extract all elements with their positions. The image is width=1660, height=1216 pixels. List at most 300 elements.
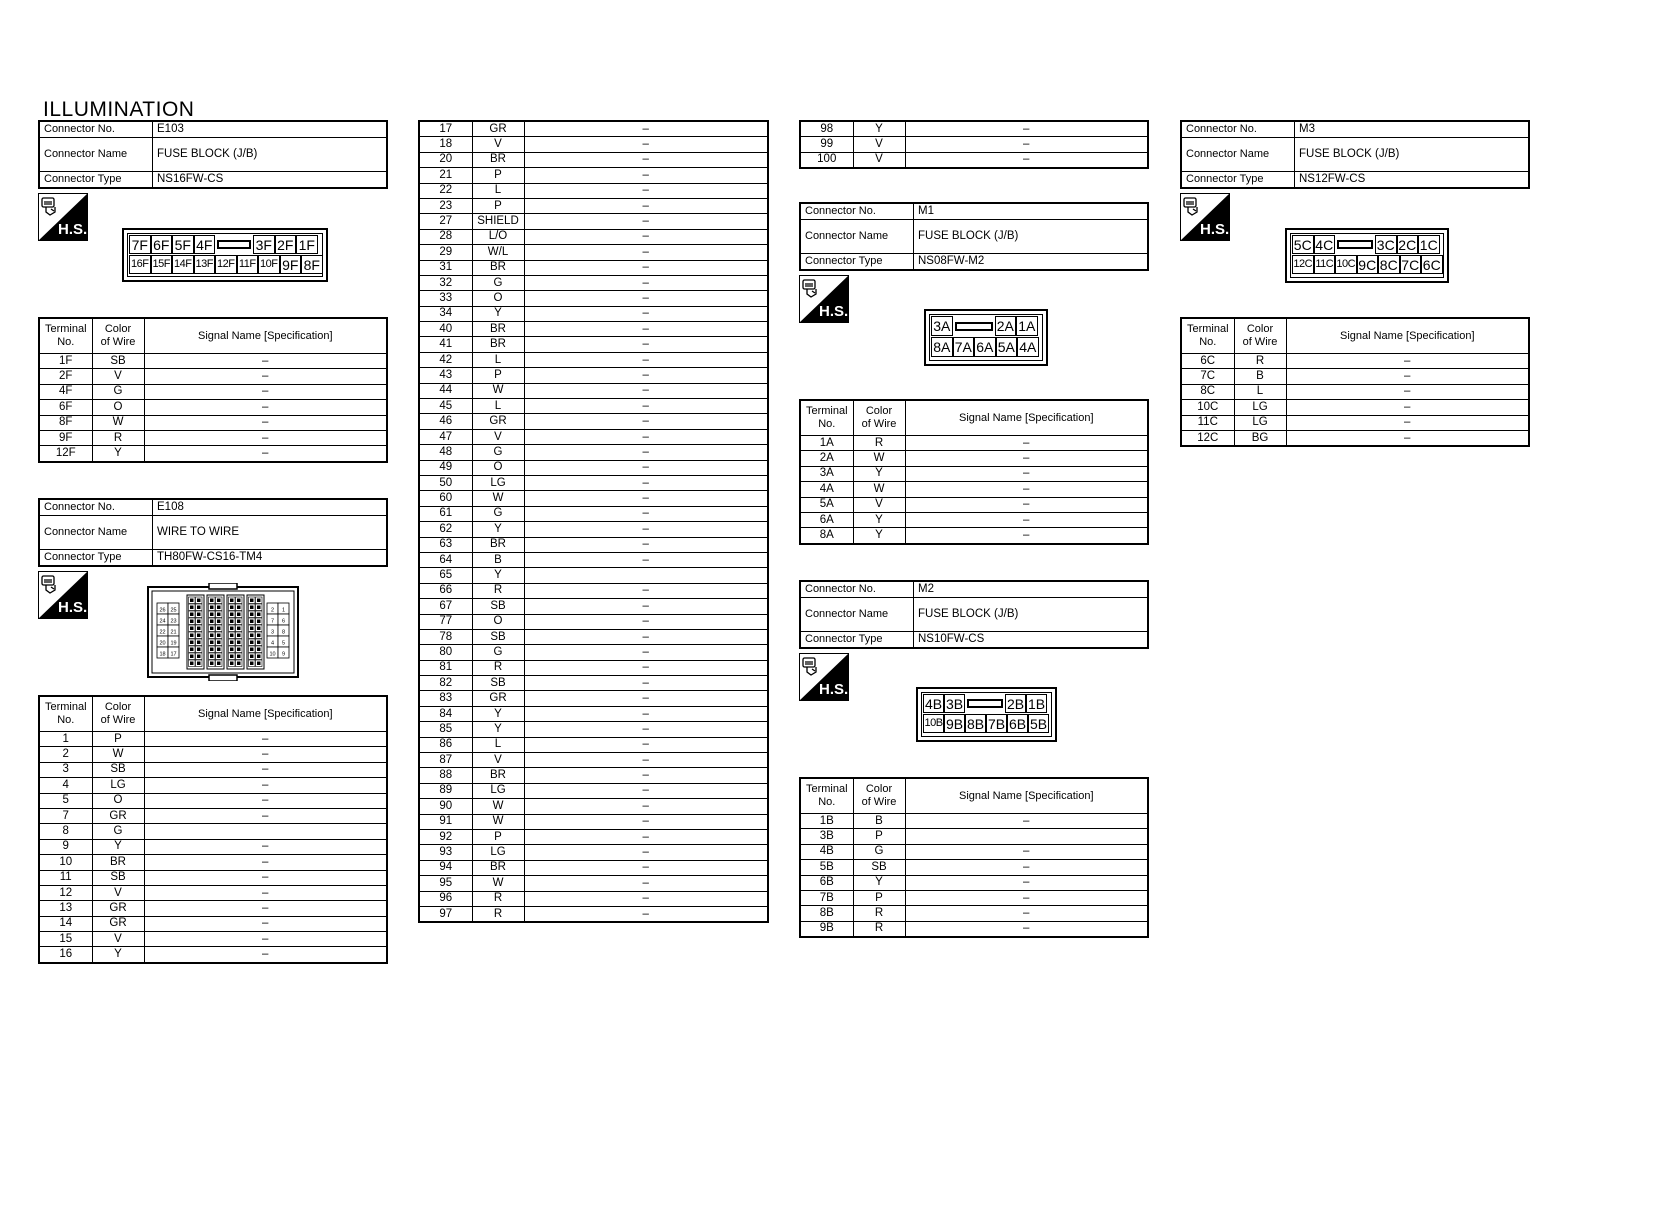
terminal-no-cell: 2: [39, 747, 92, 762]
terminal-no-cell: 33: [419, 291, 472, 306]
signal-name-cell: –: [524, 722, 768, 737]
table-row: [39, 415, 387, 430]
connector-e108-header: [38, 498, 388, 567]
terminal-pin: 12F: [215, 255, 237, 274]
wire-color-cell: P: [853, 829, 905, 844]
signal-name-cell: –: [524, 629, 768, 644]
wire-color-cell: W: [853, 451, 905, 466]
wire-color-cell: G: [472, 506, 524, 521]
terminal-pin-label: 7: [270, 618, 275, 625]
wire-color-cell: V: [472, 137, 524, 152]
wire-color-cell: L: [472, 399, 524, 414]
label-connector-no: Connector No.: [800, 203, 914, 220]
terminal-pin: 3B: [945, 695, 964, 712]
terminal-pin: 6F: [151, 235, 173, 254]
wire-color-cell: V: [853, 152, 905, 168]
wire-color-cell: BR: [92, 855, 144, 870]
signal-name-cell: –: [524, 491, 768, 506]
table-row: [419, 860, 768, 875]
label-connector-no: Connector No.: [39, 499, 153, 516]
wire-color-cell: P: [472, 368, 524, 383]
terminal-no-cell: 96: [419, 891, 472, 906]
signal-name-header: Signal Name [Specification]: [905, 778, 1148, 814]
table-row: [419, 783, 768, 798]
wire-color-cell: LG: [472, 845, 524, 860]
wire-color-cell: V: [853, 497, 905, 512]
terminal-pin: 10F: [258, 255, 280, 274]
terminal-no-cell: 9B: [800, 921, 853, 937]
terminal-pin-label: 8: [281, 629, 286, 636]
terminal-pin: 16F: [129, 255, 151, 274]
terminal-no-cell: 85: [419, 722, 472, 737]
terminal-no-cell: 12F: [39, 446, 92, 462]
table-row: [419, 460, 768, 475]
terminal-no-cell: 43: [419, 368, 472, 383]
wire-color-cell: Y: [472, 722, 524, 737]
table-row: [419, 906, 768, 922]
signal-name-cell: –: [524, 152, 768, 167]
connector-m2-header: [799, 580, 1149, 649]
signal-name-cell: –: [524, 306, 768, 321]
signal-name-cell: –: [144, 793, 387, 808]
terminal-no-cell: 93: [419, 845, 472, 860]
table-row: [39, 747, 387, 762]
wire-color-cell: R: [472, 583, 524, 598]
wire-color-cell: V: [472, 753, 524, 768]
table-row: [800, 814, 1148, 829]
wire-color-cell: GR: [472, 691, 524, 706]
table-row: [39, 384, 387, 399]
wire-color-cell: R: [92, 430, 144, 445]
table-row: [419, 322, 768, 337]
signal-name-cell: –: [524, 860, 768, 875]
terminal-pin: 2B: [1006, 695, 1025, 712]
signal-name-cell: –: [524, 552, 768, 567]
wire-color-cell: Y: [92, 446, 144, 462]
terminal-no-cell: 8F: [39, 415, 92, 430]
terminal-no-cell: 97: [419, 906, 472, 922]
wire-color-cell: W: [92, 415, 144, 430]
terminal-no-cell: 45: [419, 399, 472, 414]
wire-color-cell: G: [853, 844, 905, 859]
table-row: [419, 445, 768, 460]
table-row: [39, 870, 387, 885]
wire-color-cell: SB: [472, 676, 524, 691]
connector-face-m1: [924, 309, 1048, 366]
terminal-pin-label: 6: [281, 618, 286, 625]
signal-name-cell: –: [524, 783, 768, 798]
connector-type-value: NS12FW-CS: [1295, 172, 1530, 189]
wire-color-cell: G: [472, 445, 524, 460]
label-connector-type: Connector Type: [800, 632, 914, 649]
terminal-no-cell: 6C: [1181, 354, 1234, 369]
connector-name-value: FUSE BLOCK (J/B): [914, 598, 1149, 632]
terminal-no-cell: 8B: [800, 906, 853, 921]
wire-color-cell: L: [472, 737, 524, 752]
wire-color-cell: R: [853, 906, 905, 921]
table-row: [39, 885, 387, 900]
signal-name-cell: –: [144, 901, 387, 916]
wire-color-cell: G: [92, 384, 144, 399]
signal-name-cell: –: [1286, 369, 1529, 384]
terminal-pin-label: 3: [270, 629, 275, 636]
wire-color-cell: Y: [853, 528, 905, 544]
table-row: [39, 855, 387, 870]
terminal-no-cell: 94: [419, 860, 472, 875]
terminal-no-cell: 80: [419, 645, 472, 660]
label-connector-name: Connector Name: [1181, 138, 1295, 172]
terminal-no-cell: 98: [800, 121, 853, 137]
signal-name-cell: –: [524, 121, 768, 137]
label-connector-no: Connector No.: [800, 581, 914, 598]
table-row: [39, 824, 387, 839]
signal-name-cell: –: [144, 400, 387, 415]
connector-name-value: FUSE BLOCK (J/B): [153, 138, 388, 172]
terminal-pin-label: 2: [270, 607, 275, 614]
terminal-pin-label: 4: [270, 640, 275, 647]
signal-name-cell: –: [905, 844, 1148, 859]
table-row: [419, 583, 768, 598]
signal-name-cell: –: [144, 354, 387, 369]
terminal-no-cell: 12: [39, 885, 92, 900]
table-row: [419, 399, 768, 414]
terminal-no-cell: 8C: [1181, 384, 1234, 399]
color-of-wire-header: Color of Wire: [853, 778, 905, 814]
terminal-no-cell: 92: [419, 829, 472, 844]
terminal-no-cell: 47: [419, 429, 472, 444]
wire-color-cell: R: [853, 436, 905, 451]
table-row: [800, 436, 1148, 451]
signal-name-cell: –: [524, 214, 768, 229]
terminal-pin-label: 22: [159, 629, 166, 636]
wire-color-cell: G: [472, 275, 524, 290]
table-row: [419, 737, 768, 752]
terminal-pin: 14F: [172, 255, 194, 274]
signal-name-cell: –: [144, 446, 387, 462]
signal-name-cell: –: [524, 260, 768, 275]
terminal-no-cell: 1F: [39, 354, 92, 369]
wire-color-cell: O: [92, 793, 144, 808]
connector-no-value: M3: [1295, 121, 1530, 138]
connector-type-value: TH80FW-CS16-TM4: [153, 550, 388, 567]
signal-name-cell: –: [905, 512, 1148, 527]
signal-name-cell: –: [524, 706, 768, 721]
signal-name-cell: –: [905, 152, 1148, 168]
wire-color-cell: V: [92, 369, 144, 384]
terminal-table-m3: [1180, 317, 1530, 447]
terminal-no-cell: 63: [419, 537, 472, 552]
wire-color-cell: GR: [92, 916, 144, 931]
terminal-no-cell: 13: [39, 901, 92, 916]
table-row: [419, 491, 768, 506]
terminal-no-cell: 12C: [1181, 430, 1234, 446]
wire-color-cell: LG: [1234, 400, 1286, 415]
table-row: [39, 400, 387, 415]
signal-name-cell: [144, 824, 387, 839]
wire-color-cell: W: [472, 383, 524, 398]
terminal-pin: 4C: [1315, 236, 1334, 253]
terminal-pin: 5F: [172, 235, 194, 254]
signal-name-cell: –: [524, 429, 768, 444]
signal-name-cell: –: [524, 845, 768, 860]
table-row: [419, 198, 768, 213]
wire-color-cell: SB: [92, 762, 144, 777]
terminal-no-cell: 29: [419, 245, 472, 260]
table-row: [800, 137, 1148, 152]
signal-name-cell: –: [144, 384, 387, 399]
terminal-pin: 4F: [194, 235, 216, 254]
terminal-pin-label: 9: [281, 651, 286, 658]
signal-name-cell: –: [524, 245, 768, 260]
wire-color-cell: SB: [853, 860, 905, 875]
table-row: [39, 947, 387, 963]
connector-lock: [1337, 240, 1373, 249]
signal-name-cell: –: [524, 676, 768, 691]
terminal-no-cell: 34: [419, 306, 472, 321]
signal-name-cell: –: [524, 183, 768, 198]
signal-name-cell: –: [524, 691, 768, 706]
table-row: [419, 768, 768, 783]
terminal-no-cell: 61: [419, 506, 472, 521]
wire-color-cell: Y: [472, 522, 524, 537]
terminal-no-cell: 49: [419, 460, 472, 475]
wire-color-cell: L: [1234, 384, 1286, 399]
table-row: [800, 152, 1148, 168]
signal-name-cell: –: [524, 768, 768, 783]
terminal-pin-label: 5: [281, 640, 286, 647]
terminal-no-cell: 6B: [800, 875, 853, 890]
wire-color-cell: O: [472, 291, 524, 306]
signal-name-cell: [905, 829, 1148, 844]
wire-color-cell: L/O: [472, 229, 524, 244]
terminal-no-cell: 82: [419, 676, 472, 691]
terminal-no-cell: 10: [39, 855, 92, 870]
wire-color-cell: P: [472, 829, 524, 844]
terminal-no-cell: 48: [419, 445, 472, 460]
table-row: [800, 860, 1148, 875]
connector-lock: [967, 699, 1003, 708]
table-row: [419, 137, 768, 152]
terminal-no-cell: 5B: [800, 860, 853, 875]
table-row: [1181, 415, 1529, 430]
connector-type-value: NS16FW-CS: [153, 172, 388, 189]
wire-color-cell: R: [472, 660, 524, 675]
signal-name-cell: –: [524, 753, 768, 768]
table-row: [39, 732, 387, 747]
terminal-pin-label: 20: [159, 640, 166, 647]
wire-color-cell: Y: [92, 839, 144, 854]
signal-name-cell: –: [144, 855, 387, 870]
terminal-no-cell: 9: [39, 839, 92, 854]
table-row: [419, 152, 768, 167]
signal-name-cell: –: [524, 645, 768, 660]
wire-color-cell: B: [853, 814, 905, 829]
wire-color-cell: Y: [853, 512, 905, 527]
terminal-no-cell: 40: [419, 322, 472, 337]
signal-name-cell: –: [905, 875, 1148, 890]
signal-name-cell: –: [905, 528, 1148, 544]
terminal-no-cell: 1A: [800, 436, 853, 451]
terminal-no-header: Terminal No.: [800, 400, 853, 436]
table-row: [800, 466, 1148, 481]
connector-name-value: FUSE BLOCK (J/B): [914, 220, 1149, 254]
signal-name-header: Signal Name [Specification]: [144, 696, 387, 732]
terminal-pin: 15F: [151, 255, 173, 274]
terminal-no-cell: 11C: [1181, 415, 1234, 430]
wire-color-cell: Y: [472, 706, 524, 721]
table-row: [800, 890, 1148, 905]
table-row: [419, 475, 768, 490]
signal-name-cell: –: [144, 870, 387, 885]
terminal-no-cell: 66: [419, 583, 472, 598]
table-row: [39, 839, 387, 854]
connector-no-value: M1: [914, 203, 1149, 220]
wire-color-cell: W/L: [472, 245, 524, 260]
terminal-no-cell: 27: [419, 214, 472, 229]
table-row: [419, 383, 768, 398]
signal-name-cell: –: [524, 229, 768, 244]
table-row: [419, 352, 768, 367]
table-row: [419, 829, 768, 844]
terminal-no-cell: 22: [419, 183, 472, 198]
wire-color-cell: SB: [472, 629, 524, 644]
table-row: [1181, 354, 1529, 369]
terminal-no-cell: 1B: [800, 814, 853, 829]
connector-no-value: E103: [153, 121, 388, 138]
terminal-pin: 7A: [953, 337, 975, 357]
connector-face-e103: [122, 228, 328, 282]
terminal-pin-label: 10: [269, 651, 276, 658]
terminal-pin-label: 26: [159, 607, 166, 614]
terminal-no-cell: 7B: [800, 890, 853, 905]
wire-color-cell: W: [472, 814, 524, 829]
wire-color-cell: V: [92, 932, 144, 947]
terminal-no-cell: 2A: [800, 451, 853, 466]
hs-icon: [799, 653, 849, 703]
page-title: ILLUMINATION: [43, 98, 195, 121]
terminal-pin: 7B: [987, 715, 1006, 732]
color-of-wire-header: Color of Wire: [1234, 318, 1286, 354]
signal-name-cell: –: [905, 436, 1148, 451]
terminal-table-m1: [799, 399, 1149, 545]
signal-name-cell: –: [144, 747, 387, 762]
table-row: [419, 414, 768, 429]
connector-face-e108: [147, 583, 299, 681]
terminal-no-cell: 90: [419, 799, 472, 814]
table-row: [419, 660, 768, 675]
signal-name-cell: –: [1286, 354, 1529, 369]
wire-color-cell: P: [472, 198, 524, 213]
table-row: [419, 552, 768, 567]
signal-name-cell: –: [905, 860, 1148, 875]
signal-name-cell: –: [905, 890, 1148, 905]
terminal-pin: 5A: [996, 337, 1018, 357]
signal-name-cell: –: [524, 814, 768, 829]
table-row: [419, 799, 768, 814]
terminal-pin: 6A: [974, 337, 996, 357]
label-connector-name: Connector Name: [39, 516, 153, 550]
terminal-table-m2: [799, 777, 1149, 938]
wire-color-cell: BR: [472, 860, 524, 875]
wire-color-cell: R: [1234, 354, 1286, 369]
signal-name-cell: –: [524, 506, 768, 521]
terminal-no-cell: 3A: [800, 466, 853, 481]
signal-name-cell: –: [905, 906, 1148, 921]
terminal-pin: 7C: [1401, 256, 1420, 273]
hs-label: H.S.: [58, 599, 88, 616]
terminal-pin: 5C: [1293, 236, 1312, 253]
table-row: [39, 901, 387, 916]
terminal-pin: 4A: [1017, 337, 1039, 357]
wire-color-cell: BR: [472, 260, 524, 275]
table-row: [419, 275, 768, 290]
hs-icon: [38, 193, 88, 243]
table-row: [1181, 369, 1529, 384]
terminal-no-cell: 32: [419, 275, 472, 290]
signal-name-cell: –: [905, 921, 1148, 937]
table-row: [419, 891, 768, 906]
table-row: [419, 306, 768, 321]
terminal-no-cell: 62: [419, 522, 472, 537]
terminal-pin-label: 17: [170, 651, 177, 658]
signal-name-header: Signal Name [Specification]: [144, 318, 387, 354]
table-row: [1181, 400, 1529, 415]
table-row: [419, 291, 768, 306]
table-row: [419, 645, 768, 660]
terminal-no-cell: 8A: [800, 528, 853, 544]
color-of-wire-header: Color of Wire: [853, 400, 905, 436]
wire-color-cell: R: [472, 891, 524, 906]
terminal-no-cell: 7C: [1181, 369, 1234, 384]
connector-e103-header: [38, 120, 388, 189]
terminal-no-cell: 86: [419, 737, 472, 752]
terminal-no-cell: 65: [419, 568, 472, 583]
wire-color-cell: Y: [472, 568, 524, 583]
table-row: [800, 497, 1148, 512]
table-row: [1181, 384, 1529, 399]
wire-color-cell: V: [92, 885, 144, 900]
terminal-no-cell: 67: [419, 599, 472, 614]
table-row: [419, 876, 768, 891]
table-row: [39, 354, 387, 369]
table-row: [800, 512, 1148, 527]
label-connector-type: Connector Type: [1181, 172, 1295, 189]
wire-color-cell: BR: [472, 152, 524, 167]
terminal-no-cell: 99: [800, 137, 853, 152]
terminal-no-cell: 6A: [800, 512, 853, 527]
signal-name-cell: –: [144, 808, 387, 823]
signal-name-cell: –: [524, 337, 768, 352]
terminal-no-header: Terminal No.: [39, 696, 92, 732]
wire-color-cell: Y: [853, 875, 905, 890]
terminal-pin: 3F: [253, 235, 275, 254]
signal-name-cell: –: [524, 660, 768, 675]
signal-name-cell: –: [905, 137, 1148, 152]
signal-name-cell: –: [524, 399, 768, 414]
hs-icon: [799, 275, 849, 325]
table-row: [800, 482, 1148, 497]
terminal-pin-label: 21: [170, 629, 177, 636]
wire-color-cell: GR: [472, 121, 524, 137]
terminal-no-cell: 60: [419, 491, 472, 506]
wire-color-cell: V: [472, 429, 524, 444]
terminal-no-cell: 14: [39, 916, 92, 931]
signal-name-cell: –: [524, 352, 768, 367]
signal-name-cell: –: [905, 121, 1148, 137]
terminal-pin: 3A: [931, 316, 953, 336]
signal-name-cell: –: [524, 537, 768, 552]
table-row: [39, 932, 387, 947]
